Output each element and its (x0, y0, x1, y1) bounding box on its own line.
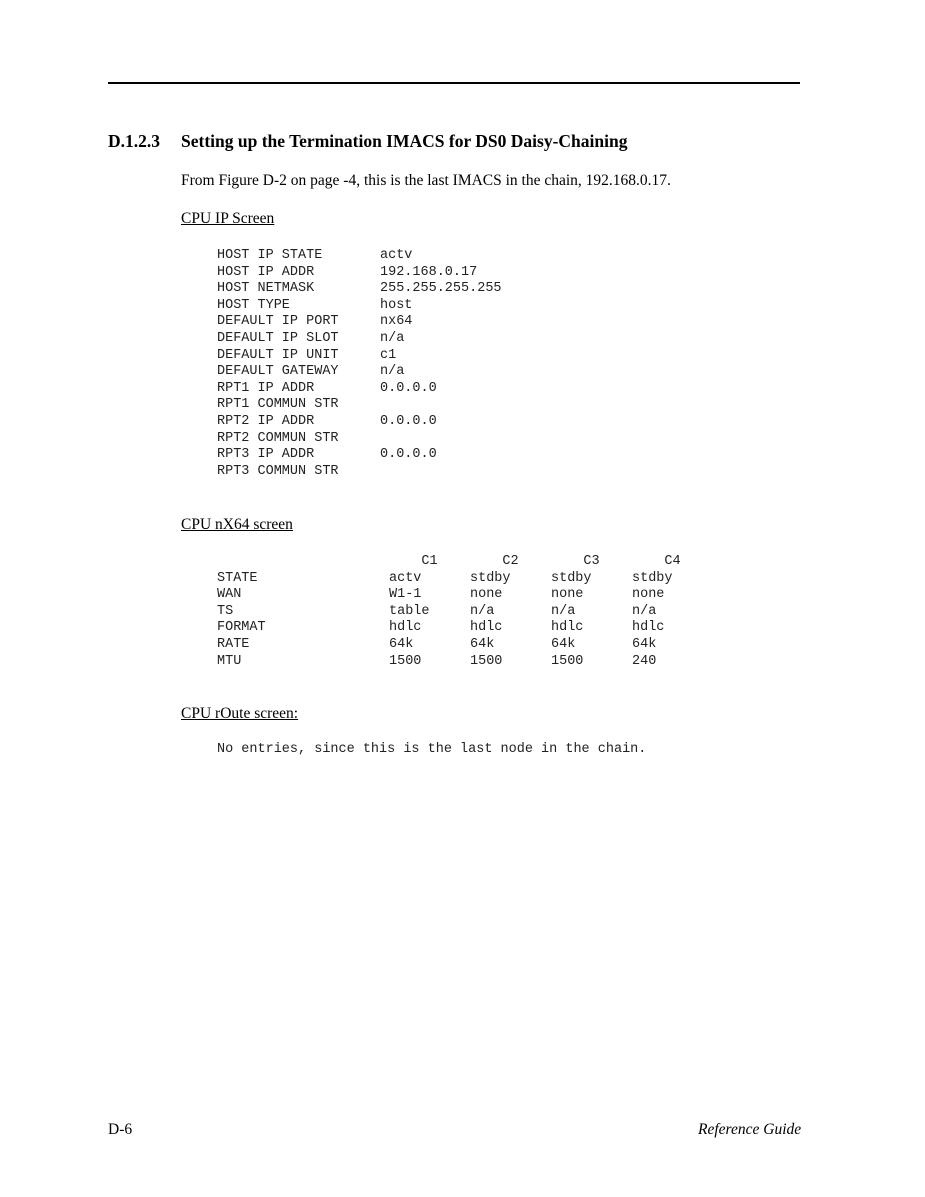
page-number: D-6 (108, 1121, 133, 1138)
ip-row (217, 265, 502, 282)
ip-row-value: 192.168.0.17 (380, 264, 478, 280)
ip-row-value: 0.0.0.0 (380, 447, 437, 463)
ip-row-value: 0.0.0.0 (380, 413, 437, 429)
nx64-cell: table (389, 603, 430, 619)
nx64-column-header: C1 (421, 554, 438, 569)
ip-row (217, 464, 502, 481)
nx64-row-label: TS (217, 603, 234, 619)
ip-row-value: actv (380, 248, 413, 263)
ip-row (217, 397, 502, 414)
route-screen-title: CPU rOute screen: (181, 705, 299, 722)
ip-row-value: 0.0.0.0 (380, 380, 437, 396)
ip-row-label: DEFAULT IP SLOT (217, 330, 339, 346)
ip-row-value: n/a (380, 364, 405, 380)
section-heading (108, 131, 627, 152)
nx64-row-label: STATE (217, 570, 258, 586)
ip-row-label: RPT2 IP ADDR (217, 413, 315, 429)
ip-row-label: HOST NETMASK (217, 281, 315, 297)
nx64-cell: none (632, 587, 665, 603)
nx64-cell: 1500 (470, 653, 503, 669)
nx64-screen-table (217, 554, 713, 670)
ip-row-label: RPT3 IP ADDR (217, 447, 315, 463)
ip-row-label: RPT1 IP ADDR (217, 380, 315, 396)
nx64-cell: 240 (632, 653, 657, 669)
nx64-row (217, 654, 713, 671)
ip-row-value: nx64 (380, 314, 413, 330)
ip-row (217, 248, 502, 265)
ip-row (217, 298, 502, 315)
ip-row-label: DEFAULT IP UNIT (217, 347, 339, 363)
ip-row-value: n/a (380, 330, 405, 346)
ip-row-label: RPT3 COMMUN STR (217, 463, 339, 479)
nx64-cell: none (551, 587, 584, 603)
nx64-header-spacer (217, 554, 389, 571)
ip-row (217, 314, 502, 331)
ip-row-value: c1 (380, 347, 397, 363)
nx64-cell: 64k (470, 636, 495, 652)
nx64-column-header: C4 (664, 554, 681, 569)
nx64-cell: hdlc (389, 620, 422, 636)
nx64-cell: stdby (470, 570, 511, 586)
ip-row-label: HOST IP ADDR (217, 264, 315, 280)
ip-row-label: RPT2 COMMUN STR (217, 430, 339, 446)
nx64-row-label: FORMAT (217, 620, 266, 636)
section-number: D.1.2.3 (108, 131, 161, 151)
ip-row (217, 431, 502, 448)
ip-row (217, 364, 502, 381)
nx64-row-label: RATE (217, 636, 250, 652)
ip-row-label: DEFAULT IP PORT (217, 314, 339, 330)
ip-row-label: HOST TYPE (217, 297, 290, 313)
intro-paragraph: From Figure D-2 on page -4, this is the last IMACS in the chain, 192.168.0.17. (181, 172, 671, 189)
nx64-cell: 1500 (551, 653, 584, 669)
ip-row (217, 348, 502, 365)
nx64-cell: n/a (470, 603, 495, 619)
nx64-cell: hdlc (551, 620, 584, 636)
ip-row (217, 447, 502, 464)
nx64-column-header: C3 (583, 554, 600, 569)
ip-row-label: RPT1 COMMUN STR (217, 397, 339, 413)
nx64-cell: n/a (551, 603, 576, 619)
ip-row (217, 414, 502, 431)
nx64-cell: hdlc (470, 620, 503, 636)
nx64-row (217, 587, 713, 604)
ip-row-value: host (380, 297, 413, 313)
ip-row-label: DEFAULT GATEWAY (217, 364, 339, 380)
header-rule (108, 82, 800, 84)
section-title: Setting up the Termination IMACS for DS0 Daisy-Chaining (181, 131, 628, 151)
nx64-cell: stdby (632, 570, 673, 586)
nx64-row-label: WAN (217, 587, 242, 603)
nx64-row (217, 571, 713, 588)
nx64-cell: none (470, 587, 503, 603)
ip-row (217, 381, 502, 398)
ip-screen-title: CPU IP Screen (181, 210, 275, 227)
nx64-cell: actv (389, 570, 422, 586)
nx64-cell: W1-1 (389, 587, 422, 603)
nx64-cell: stdby (551, 570, 592, 586)
nx64-row (217, 604, 713, 621)
nx64-cell: 64k (389, 636, 414, 652)
nx64-row-label: MTU (217, 653, 242, 669)
route-screen-text: No entries, since this is the last node in the chain. (217, 742, 647, 757)
nx64-cell: n/a (632, 603, 657, 619)
nx64-row (217, 620, 713, 637)
ip-row (217, 281, 502, 298)
guide-title: Reference Guide (698, 1121, 802, 1138)
nx64-cell: 64k (551, 636, 576, 652)
nx64-cell: 1500 (389, 653, 422, 669)
nx64-column-header: C2 (502, 554, 519, 569)
nx64-row (217, 637, 713, 654)
ip-row-label: HOST IP STATE (217, 248, 323, 263)
ip-row (217, 331, 502, 348)
nx64-screen-title: CPU nX64 screen (181, 516, 293, 533)
nx64-header-row (217, 554, 713, 571)
nx64-cell: 64k (632, 636, 657, 652)
ip-screen-listing (217, 248, 502, 480)
nx64-cell: hdlc (632, 620, 665, 636)
ip-row-value: 255.255.255.255 (380, 281, 502, 297)
